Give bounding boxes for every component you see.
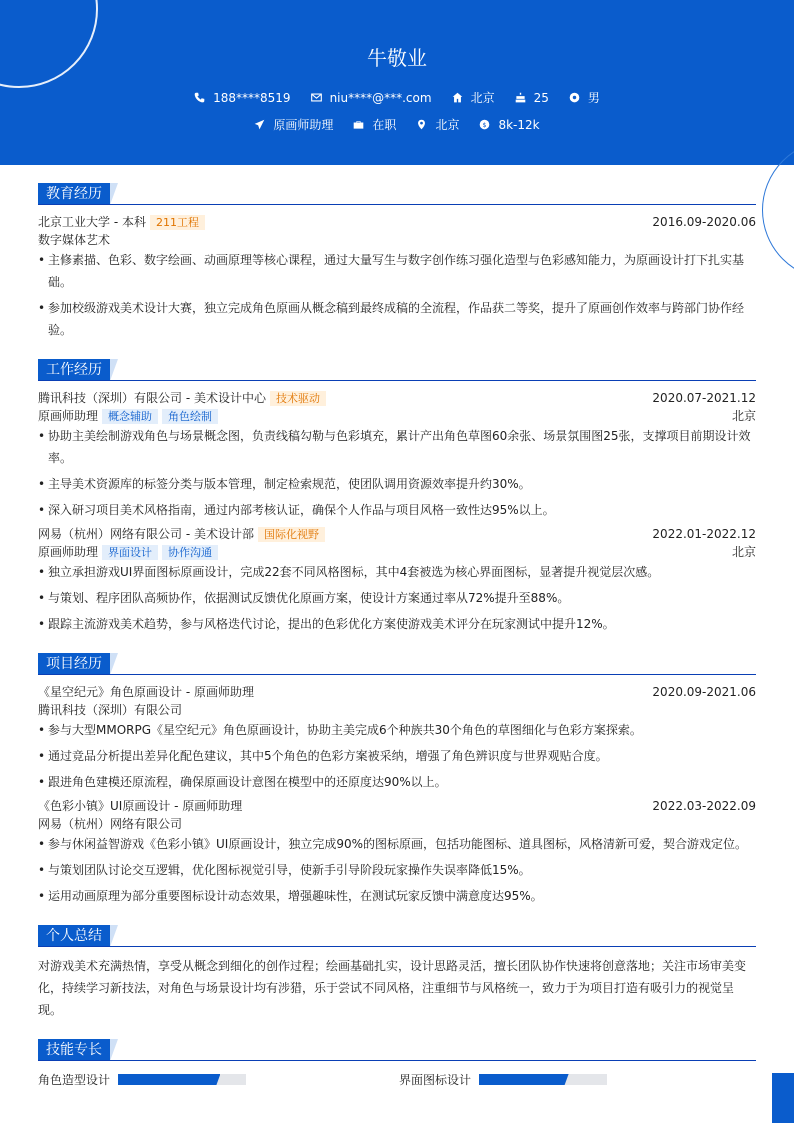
- education-bullet: • 参加校级游戏美术设计大赛，独立完成角色原画从概念稿到最终成稿的全流程，作品获二等奖，提升了原画创作效率与跨部门协作经验。: [38, 297, 756, 341]
- target-city: 北京: [435, 118, 460, 132]
- section-tab-tail: [110, 925, 118, 947]
- work-bullet: • 深入研习项目美术风格指南，通过内部考核认证，确保个人作品与项目风格一致性达95%以上。: [38, 499, 756, 521]
- section-summary: [38, 925, 756, 949]
- gender-info: [569, 89, 600, 106]
- location-pin-icon: [416, 119, 427, 130]
- target-job: 原画师助理: [273, 118, 334, 132]
- email-address: niu****@***.com: [329, 90, 432, 105]
- resume-header: [0, 0, 794, 165]
- project-bullet: • 与策划团队讨论交互逻辑，优化图标视觉引导，使新手引导阶段玩家操作失误率降低15%。: [38, 859, 756, 881]
- target-city-info: [416, 116, 459, 133]
- home-icon: [452, 92, 463, 103]
- work-role-row: [38, 408, 756, 424]
- section-education: [38, 183, 756, 207]
- project-title: 《色彩小镇》UI原画设计 - 原画师助理: [38, 799, 243, 813]
- skill-item: [399, 1071, 607, 1088]
- skill-bar: [479, 1074, 607, 1085]
- phone-number: 188****8519: [213, 90, 291, 105]
- section-skills: [38, 1039, 756, 1063]
- contact-row: [0, 89, 794, 106]
- project-dates: 2022.03-2022.09: [652, 799, 756, 813]
- education-major: 数字媒体艺术: [38, 233, 111, 247]
- work-role-row: [38, 544, 756, 560]
- section-tab-tail: [110, 183, 118, 205]
- section-title-text: 技能专长: [38, 1039, 110, 1061]
- project-header: [38, 684, 756, 700]
- section-title-text: 项目经历: [38, 653, 110, 675]
- section-tab-tail: [110, 1039, 118, 1061]
- money-icon: [479, 119, 490, 130]
- skill-name: 界面图标设计: [399, 1073, 472, 1087]
- work-bullet: • 跟踪主流游戏美术趋势，参与风格迭代讨论，提出的色彩优化方案使游戏美术评分在玩家测试中提升12%。: [38, 613, 756, 635]
- project-company: 网易（杭州）网络有限公司: [38, 817, 183, 831]
- skill-bar-fill: [479, 1074, 569, 1085]
- home-city: 北京: [470, 91, 495, 105]
- section-title-text: 个人总结: [38, 925, 110, 947]
- age-value: 25: [533, 90, 549, 105]
- skill-tag: 概念辅助: [102, 409, 158, 424]
- work-bullet: • 与策划、程序团队高频协作，依据测试反馈优化原画方案，使设计方案通过率从72%提升至88%。: [38, 587, 756, 609]
- svg-text:$: $: [482, 121, 487, 129]
- section-tab-tail: [110, 653, 118, 675]
- education-dates: 2016.09-2020.06: [652, 215, 756, 229]
- work-bullet: • 独立承担游戏UI界面图标原画设计，完成22套不同风格图标，其中4套被选为核心界面图标，显著提升视觉层次感。: [38, 561, 756, 583]
- salary-range: 8k-12k: [498, 117, 540, 132]
- skill-bar-fill: [118, 1074, 220, 1085]
- section-divider: [38, 674, 756, 675]
- section-divider: [38, 946, 756, 947]
- gender-icon: [569, 92, 580, 103]
- job-intent-row: [0, 116, 794, 133]
- project-dates: 2020.09-2021.06: [652, 685, 756, 699]
- section-divider: [38, 204, 756, 205]
- section-project: [38, 653, 756, 677]
- skill-bar: [118, 1074, 246, 1085]
- company-name: 腾讯科技（深圳）有限公司 - 美术设计中心: [38, 391, 266, 405]
- work-header: [38, 390, 756, 406]
- skill-name: 角色造型设计: [38, 1073, 111, 1087]
- work-bullet: • 协助主美绘制游戏角色与场景概念图，负责线稿勾勒与色彩填充，累计产出角色草图60余张、场景氛围图25张，支撑项目前期设计效率。: [38, 425, 756, 469]
- school-tag: 211工程: [150, 215, 205, 230]
- project-title: 《星空纪元》角色原画设计 - 原画师助理: [38, 685, 254, 699]
- section-title-text: 工作经历: [38, 359, 110, 381]
- section-work: [38, 359, 756, 383]
- project-bullet: • 参与休闲益智游戏《色彩小镇》UI原画设计，独立完成90%的图标原画，包括功能图标、道具图标，风格清新可爱，契合游戏定位。: [38, 833, 756, 855]
- skill-item: [38, 1071, 246, 1088]
- work-city: 北京: [731, 409, 756, 423]
- work-bullet: • 主导美术资源库的标签分类与版本管理，制定检索规范，使团队调用资源效率提升约30%。: [38, 473, 756, 495]
- work-role: 原画师助理: [38, 409, 99, 423]
- project-bullet: • 运用动画原理为部分重要图标设计动态效果，增强趣味性，在测试玩家反馈中满意度达95%。: [38, 885, 756, 907]
- email-info: [311, 91, 432, 105]
- gender-value: 男: [587, 91, 600, 105]
- company-tag: 技术驱动: [270, 391, 326, 406]
- work-header: [38, 526, 756, 542]
- work-role: 原画师助理: [38, 545, 99, 559]
- skill-tag: 角色绘制: [162, 409, 218, 424]
- project-header: [38, 798, 756, 814]
- status-info: [353, 116, 396, 133]
- work-dates: 2022.01-2022.12: [652, 527, 756, 541]
- candidate-name: 牛敬业: [367, 46, 427, 70]
- work-city: 北京: [731, 545, 756, 559]
- education-header: [38, 214, 756, 230]
- summary-text: 对游戏美术充满热情，享受从概念到细化的创作过程；绘画基础扎实，设计思路灵活，擅长团队协作快速将创意落地；关注市场审美变化，持续学习新技法，对角色与场景设计均有涉猎，乐于尝试不同风格，注重细节与风格统一，致力于为项目打造有吸引力的视觉呈现。: [38, 959, 747, 1017]
- company-name: 网易（杭州）网络有限公司 - 美术设计部: [38, 527, 254, 541]
- section-divider: [38, 1060, 756, 1061]
- education-bullet: • 主修素描、色彩、数字绘画、动画原理等核心课程，通过大量写生与数字创作练习强化造型与色彩感知能力，为原画设计打下扎实基础。: [38, 249, 756, 293]
- decorative-corner-block: [772, 1073, 794, 1123]
- school-name: 北京工业大学 - 本科: [38, 215, 146, 229]
- section-tab-tail: [110, 359, 118, 381]
- project-bullet: • 通过竞品分析提出差异化配色建议，其中5个角色的色彩方案被采纳，增强了角色辨识度与世界观贴合度。: [38, 745, 756, 767]
- briefcase-icon: [353, 119, 364, 130]
- company-tag: 国际化视野: [258, 527, 325, 542]
- project-company: 腾讯科技（深圳）有限公司: [38, 703, 183, 717]
- cake-icon: [515, 92, 526, 103]
- salary-info: [479, 118, 539, 132]
- project-bullet: • 参与大型MMORPG《星空纪元》角色原画设计，协助主美完成6个种族共30个角色的草图细化与色彩方案探索。: [38, 719, 756, 741]
- send-icon: [254, 119, 265, 130]
- project-bullet: • 跟进角色建模还原流程，确保原画设计意图在模型中的还原度达90%以上。: [38, 771, 756, 793]
- job-status: 在职: [372, 118, 397, 132]
- section-divider: [38, 380, 756, 381]
- home-info: [452, 89, 495, 106]
- email-icon: [311, 92, 322, 103]
- skill-tag: 界面设计: [102, 545, 158, 560]
- section-title-text: 教育经历: [38, 183, 110, 205]
- phone-info: [194, 91, 290, 105]
- age-info: [515, 91, 549, 105]
- target-job-info: [254, 116, 333, 133]
- phone-icon: [194, 92, 205, 103]
- work-dates: 2020.07-2021.12: [652, 391, 756, 405]
- skill-tag: 协作沟通: [162, 545, 218, 560]
